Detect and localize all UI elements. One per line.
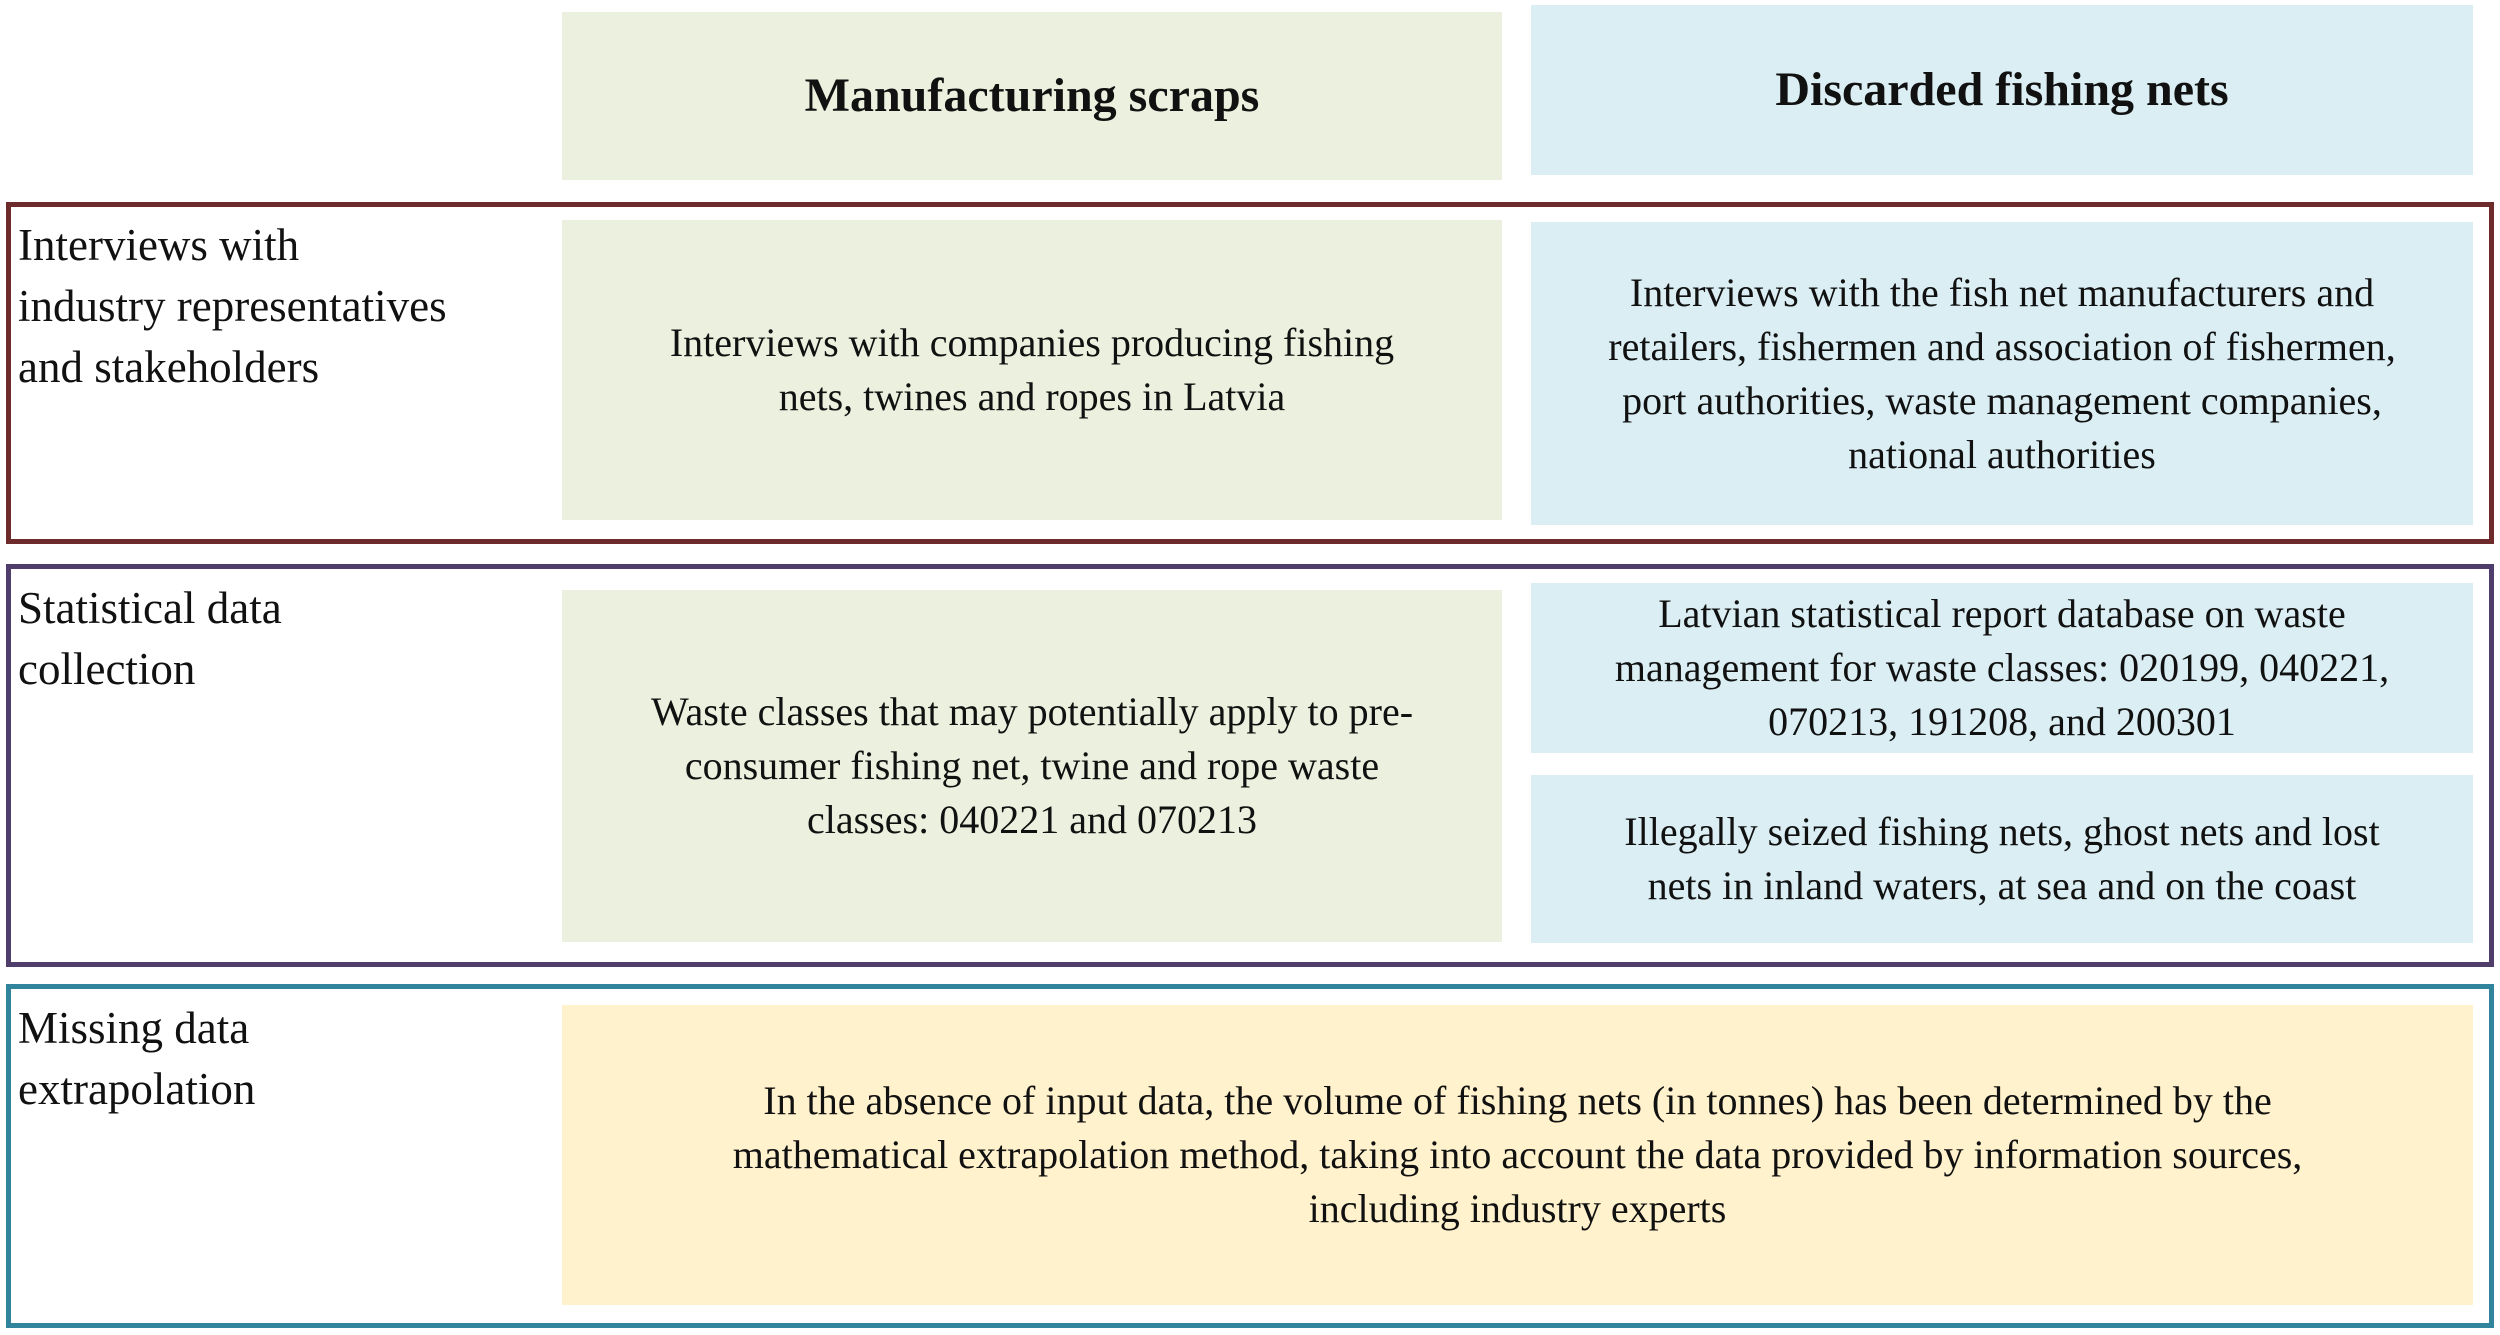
row-label-line: extrapolation xyxy=(18,1064,256,1114)
cell-text-line: including industry experts xyxy=(1308,1186,1727,1231)
cell-interviews-manufacturing xyxy=(562,220,1502,520)
cell-text-line: 070213, 191208, and 200301 xyxy=(1768,699,2236,744)
cell-text-line: retailers, fishermen and association of fishermen, xyxy=(1608,323,2396,369)
row-interviews-label xyxy=(18,215,447,398)
row-label-line: and stakeholders xyxy=(18,342,320,392)
cell-interviews-discarded xyxy=(1531,222,2473,525)
cell-text-line: management for waste classes: 020199, 040221, xyxy=(1614,645,2390,690)
cell-text-line: classes: 040221 and 070213 xyxy=(807,797,1257,842)
cell-statistical-manufacturing xyxy=(562,590,1502,942)
cell-text-line: mathematical extrapolation method, taking into account the data provided by information sources, xyxy=(732,1132,2303,1177)
cell-text-line: In the absence of input data, the volume of fishing nets (in tonnes) has been determined by the xyxy=(763,1078,2272,1123)
cell-statistical-seized-nets xyxy=(1531,775,2473,943)
cell-text-line: national authorities xyxy=(1848,431,2156,477)
header-manufacturing-scraps-label: Manufacturing scraps xyxy=(804,69,1260,122)
cell-text-line: consumer fishing net, twine and rope waste xyxy=(684,743,1380,788)
row-statistical-label xyxy=(18,578,282,700)
header-discarded-fishing-nets xyxy=(1531,5,2473,175)
header-manufacturing-scraps xyxy=(562,12,1502,180)
cell-text-line: Latvian statistical report database on waste xyxy=(1658,591,2346,636)
cell-text-line: Waste classes that may potentially apply to pre- xyxy=(650,689,1414,734)
cell-text-line: Interviews with companies producing fishing xyxy=(669,320,1395,365)
cell-text-line: Illegally seized fishing nets, ghost nets and lost xyxy=(1624,809,2380,854)
row-label-line: industry representatives xyxy=(18,281,447,331)
row-label-line: Interviews with xyxy=(18,220,300,270)
cell-text-line: Interviews with the fish net manufacturers and xyxy=(1629,269,2375,315)
row-label-line: Statistical data xyxy=(18,583,282,633)
cell-text-line: nets, twines and ropes in Latvia xyxy=(778,374,1286,419)
row-extrapolation-label xyxy=(18,998,255,1120)
row-label-line: Missing data xyxy=(18,1003,250,1053)
row-label-line: collection xyxy=(18,644,196,694)
cell-extrapolation-span xyxy=(562,1005,2473,1305)
cell-statistical-database xyxy=(1531,583,2473,753)
cell-text-line: port authorities, waste management companies, xyxy=(1622,377,2382,423)
cell-text-line: nets in inland waters, at sea and on the coast xyxy=(1647,863,2357,908)
header-discarded-fishing-nets-label: Discarded fishing nets xyxy=(1775,63,2229,116)
